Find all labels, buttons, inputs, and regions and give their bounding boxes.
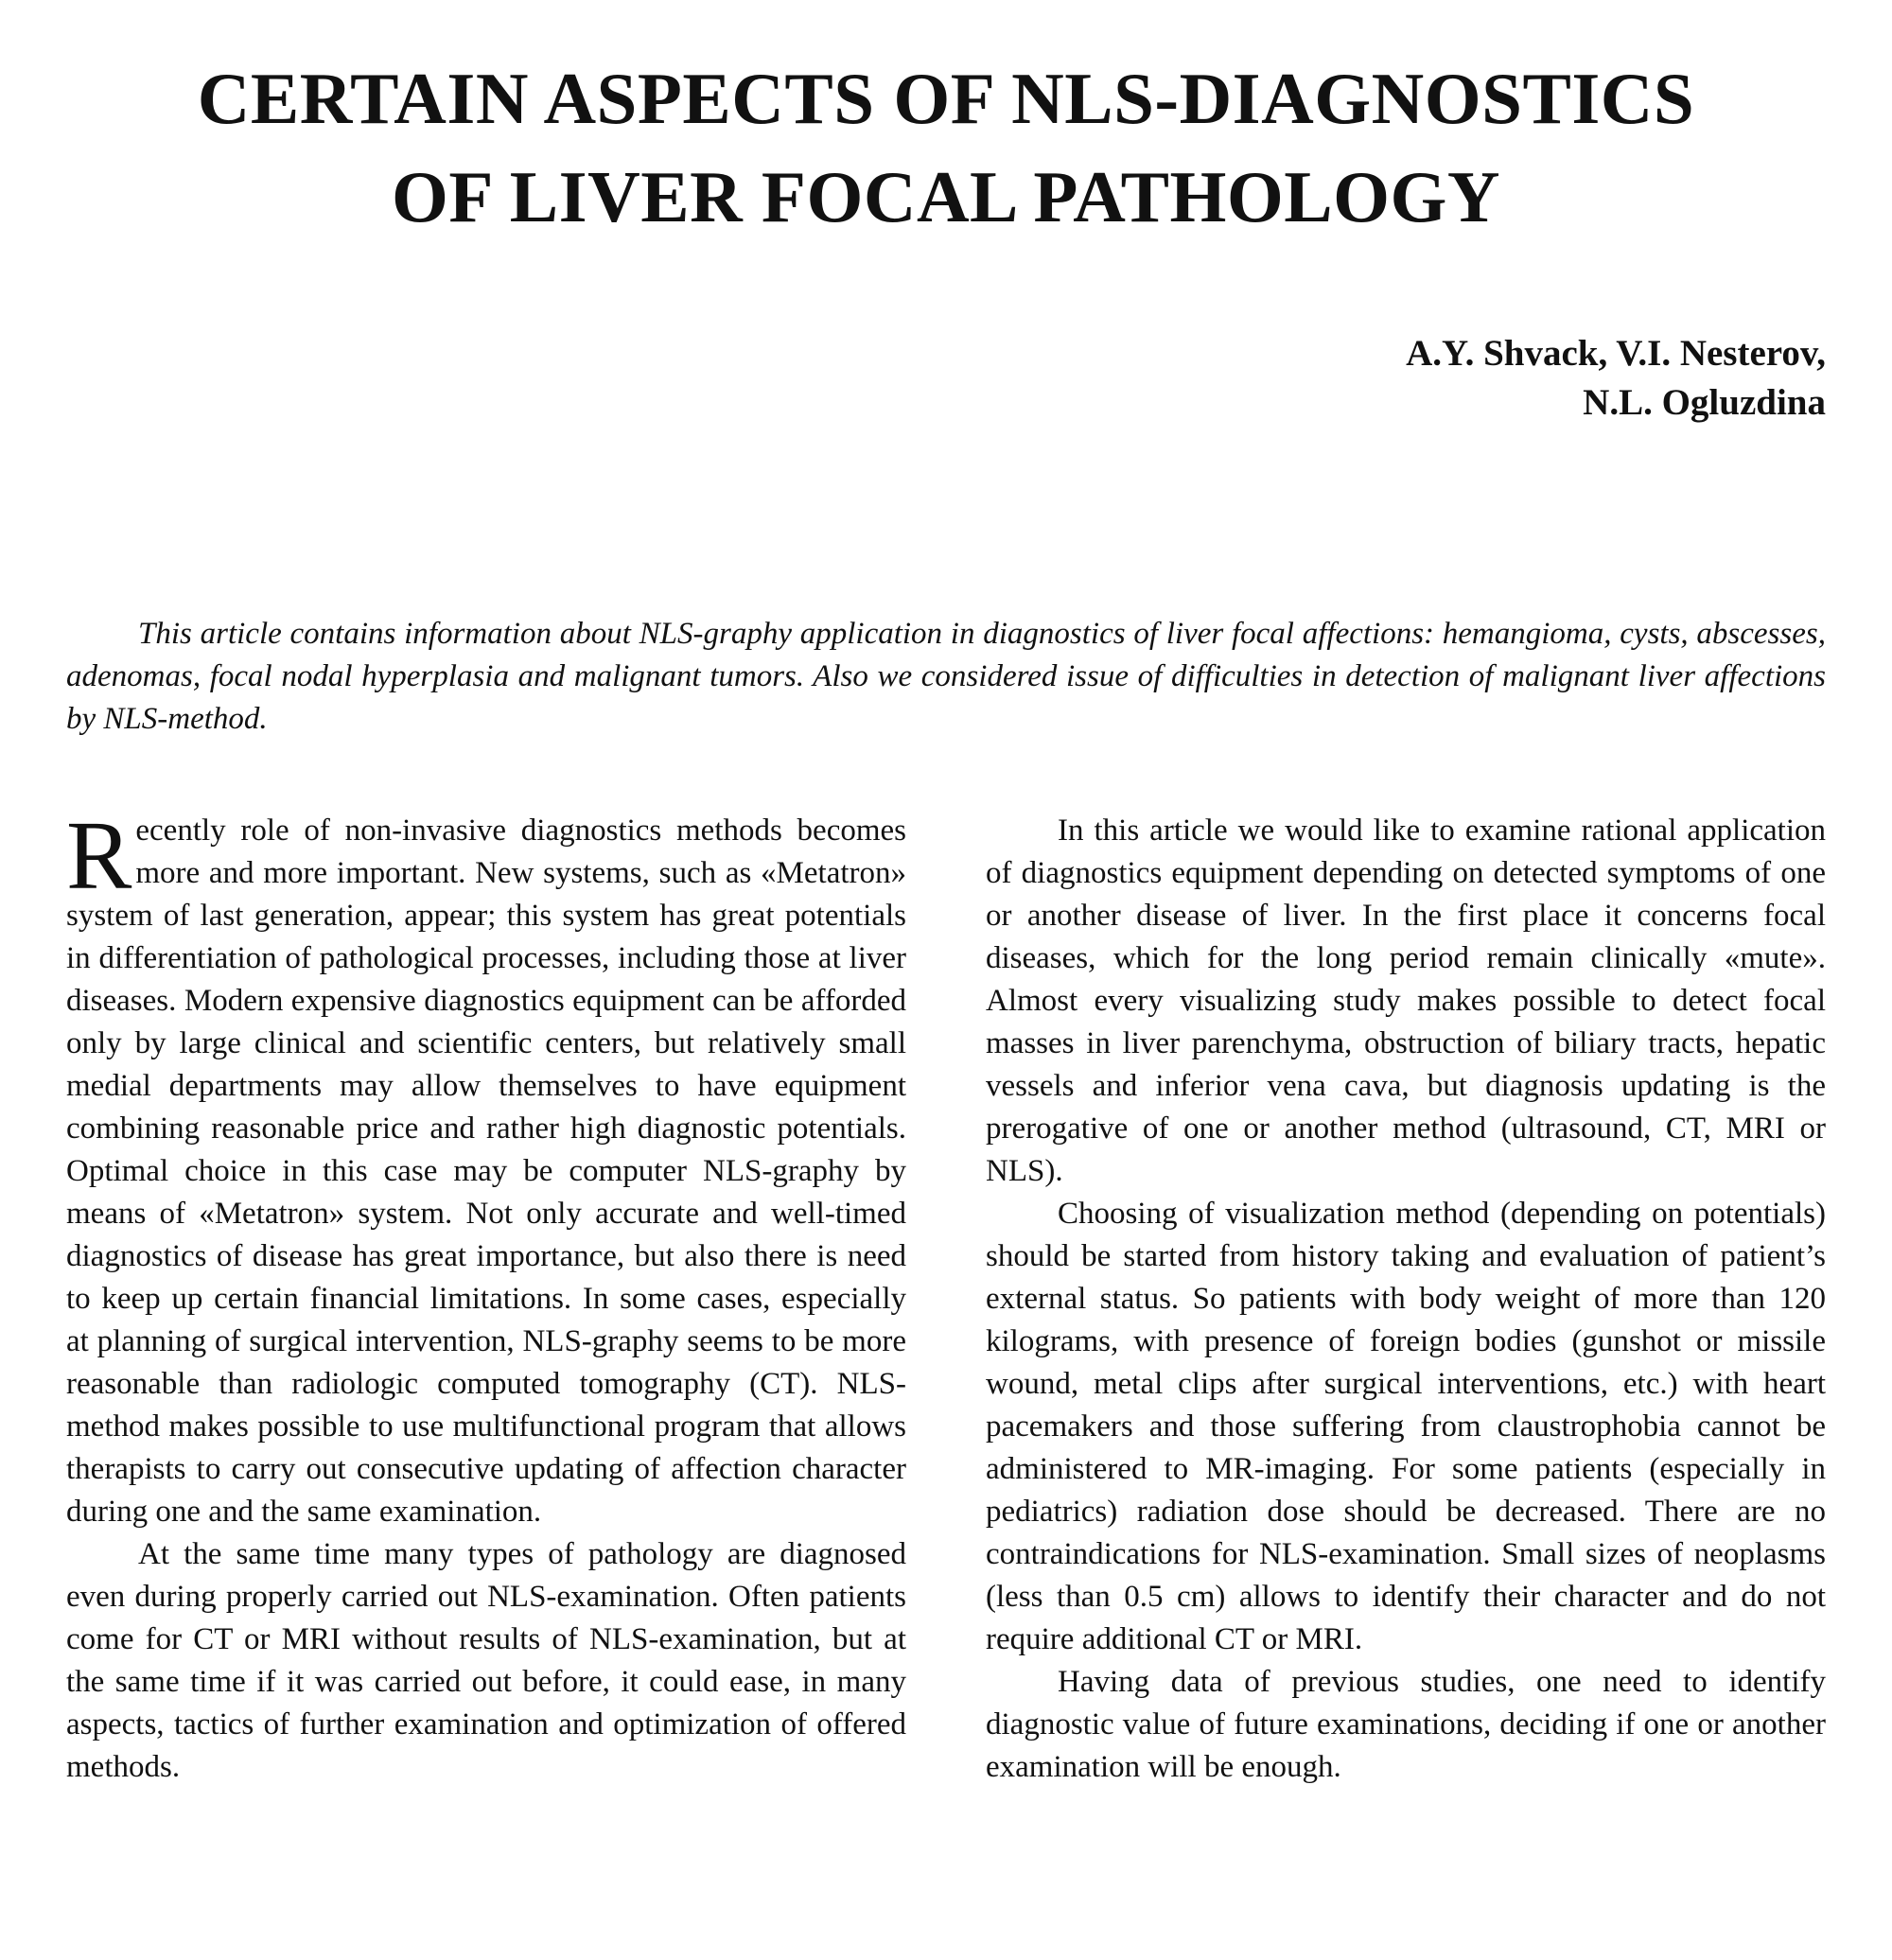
abstract: This article contains information about NLS-graphy application in diagnostics of liver focal affections: hemangioma, cysts, abscesses, adenomas, focal nodal hyperplasia and malignant tumors. Also we considered issue of difficulties in detection of malignant liver affections by NLS-method. xyxy=(66,617,1826,736)
left-paragraph-1 xyxy=(66,801,906,1533)
right-column xyxy=(986,810,1826,1789)
article-title-line-2: OF LIVER FOCAL PATHOLOGY xyxy=(391,156,1501,237)
article-title xyxy=(0,49,1892,246)
author-list xyxy=(1406,329,1826,428)
authors-line-2: N.L. Ogluzdina xyxy=(1583,382,1826,423)
right-paragraph-2: Choosing of visualization method (depending on potentials) should be started from history taking and evaluation of patient’s external status. So patients with body weight of more than 120 kilograms, with presence of foreign bodies (gunshot or missile wound, metal clips after surgical interventions, etc.) with heart pacemakers and those suffering from claustrophobia cannot be administered to MR-imaging. For some patients (especially in pediatrics) radiation dose should be decreased. There are no contraindications for NLS-examination. Small sizes of neoplasms (less than 0.5 cm) allows to identify their character and do not require additional CT or MRI. xyxy=(986,1197,1826,1656)
right-paragraph-3: Having data of previous studies, one need to identify diagnostic value of future examinations, deciding if one or another examination will be enough. xyxy=(986,1665,1826,1784)
right-paragraph-1: In this article we would like to examine rational application of diagnostics equipment depending on detected symptoms of one or another disease of liver. In the first place it concerns focal diseases, which for the long period remain clinically «mute». Almost every visualizing study makes possible to detect focal masses in liver parenchyma, obstruction of biliary tracts, hepatic vessels and inferior vena cava, but diagnosis updating is the prerogative of one or another method (ultrasound, CT, MRI or NLS). xyxy=(986,814,1826,1188)
left-paragraph-1-text: ecently role of non-invasive diagnostics methods becomes more and more important. New systems, such as «Metatron» system of last generation, appear; this system has great potentials in differentiation of pathological processes, including those at liver diseases. Modern expensive diagnostics equipment can be afforded only by large clinical and scientific centers, but relatively small medial departments may allow themselves to have equipment combining reasonable price and rather high diagnostic potentials. Optimal choice in this case may be computer NLS-graphy by means of «Metatron» system. Not only accurate and well-timed diagnostics of disease has great importance, but also there is need to keep up certain financial limitations. In some cases, especially at planning of surgical intervention, NLS-graphy seems to be more reasonable than radiologic computed tomography (CT). NLS-method makes possible to use multifunctional program that allows therapists to carry out consecutive updating of affection character during one and the same examination. xyxy=(66,814,906,1529)
authors-line-1: A.Y. Shvack, V.I. Nesterov, xyxy=(1406,333,1826,374)
left-column xyxy=(66,801,906,1789)
article-title-line-1: CERTAIN ASPECTS OF NLS-DIAGNOSTICS xyxy=(197,58,1695,139)
drop-cap: R xyxy=(66,801,132,910)
left-paragraph-2: At the same time many types of pathology are diagnosed even during properly carried out NLS-examination. Often patients come for CT or MRI without results of NLS-examination, but at the same time if it was carried out before, it could ease, in many aspects, tactics of further examination and optimization of offered methods. xyxy=(66,1537,906,1784)
